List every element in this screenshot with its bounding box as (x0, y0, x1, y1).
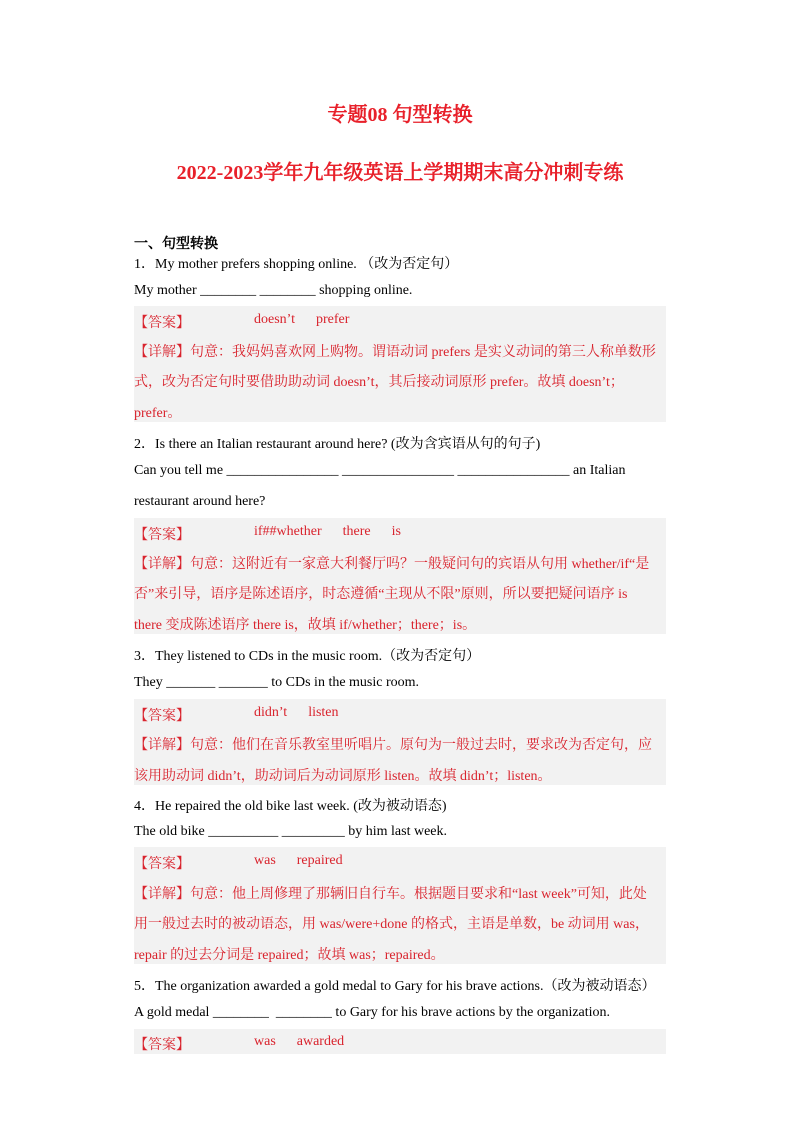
detail-3-line-1: 【详解】句意：他们在音乐教室里听唱片。原句为一般过去时，要求改为否定句，应 (134, 738, 652, 753)
detail-1-line-1: 【详解】句意：我妈妈喜欢网上购物。谓语动词 prefers 是实义动词的第三人称单数形 (134, 345, 656, 360)
detail-2-line-3: there 变成陈述语序 there is，故填 if/whether；there；is。 (134, 618, 477, 633)
answer-tag: 【答案】 (134, 316, 190, 331)
document-subtitle: 2022-2023学年九年级英语上学期期末高分冲刺专练 (176, 162, 624, 184)
question-5: 5．The organization awarded a gold medal to Gary for his brave actions.（改为被动语态） (134, 979, 656, 994)
detail-3-line-2: 该用助动词 didn’t，助动词后为动词原形 listen。故填 didn’t；listen。 (134, 769, 552, 784)
detail-4-line-1: 【详解】句意：他上周修理了那辆旧自行车。根据题目要求和“last week”可知，此处 (134, 887, 647, 902)
answer-box-4 (134, 847, 666, 964)
detail-1-line-3: prefer。 (134, 406, 182, 421)
detail-2-line-1: 【详解】句意：这附近有一家意大利餐厅吗？一般疑问句的宾语从句用 whether/if“是 (134, 557, 650, 572)
detail-1-line-2: 式，改为否定句时要借助助动词 doesn’t，其后接动词原形 prefer。故填 doesn’t； (134, 375, 624, 390)
question-3-blank-line: They _______ _______ to CDs in the music room. (134, 675, 420, 690)
detail-2-line-2: 否”来引导，语序是陈述语序，时态遵循“主现从不限”原则，所以要把疑问语序 is (134, 587, 628, 602)
question-4: 4．He repaired the old bike last week. (改为被动语态) (134, 799, 447, 814)
question-1: 1．My mother prefers shopping online. （改为否定句） (134, 257, 459, 272)
answer-tag: 【答案】 (134, 709, 190, 724)
detail-4-line-3: repair 的过去分词是 repaired；故填 was；repaired。 (134, 948, 445, 963)
question-4-blank-line: The old bike __________ _________ by him last week. (134, 824, 448, 839)
question-3: 3．They listened to CDs in the music room.（改为否定句） (134, 649, 481, 664)
answer-3: didn’t listen (254, 705, 339, 720)
question-1-blank-line: My mother ________ ________ shopping online. (134, 283, 413, 298)
answer-box-3 (134, 699, 666, 785)
answer-4: was repaired (254, 853, 343, 868)
question-5-blank-line: A gold medal ________ ________ to Gary for his brave actions by the organization. (134, 1005, 611, 1020)
answer-box-1 (134, 306, 666, 422)
document-title: 专题08 句型转换 (327, 104, 473, 126)
answer-tag: 【答案】 (134, 1038, 190, 1053)
question-2-blank-line: Can you tell me ________________ ________________ ________________ an Italian (134, 463, 626, 478)
answer-tag: 【答案】 (134, 857, 190, 872)
answer-1: doesn’t prefer (254, 312, 350, 327)
question-2: 2．Is there an Italian restaurant around here? (改为含宾语从句的句子) (134, 437, 541, 452)
question-2-blank-line-2: restaurant around here? (134, 494, 266, 509)
answer-box-5 (134, 1029, 666, 1054)
answer-tag: 【答案】 (134, 528, 190, 543)
answer-5: was awarded (254, 1034, 345, 1049)
answer-2: if##whether there is (254, 524, 401, 539)
detail-4-line-2: 用一般过去时的被动语态，用 was/were+done 的格式，主语是单数，be 动词用 was， (134, 917, 649, 932)
answer-box-2 (134, 518, 666, 634)
section-heading: 一、句型转换 (134, 237, 218, 252)
